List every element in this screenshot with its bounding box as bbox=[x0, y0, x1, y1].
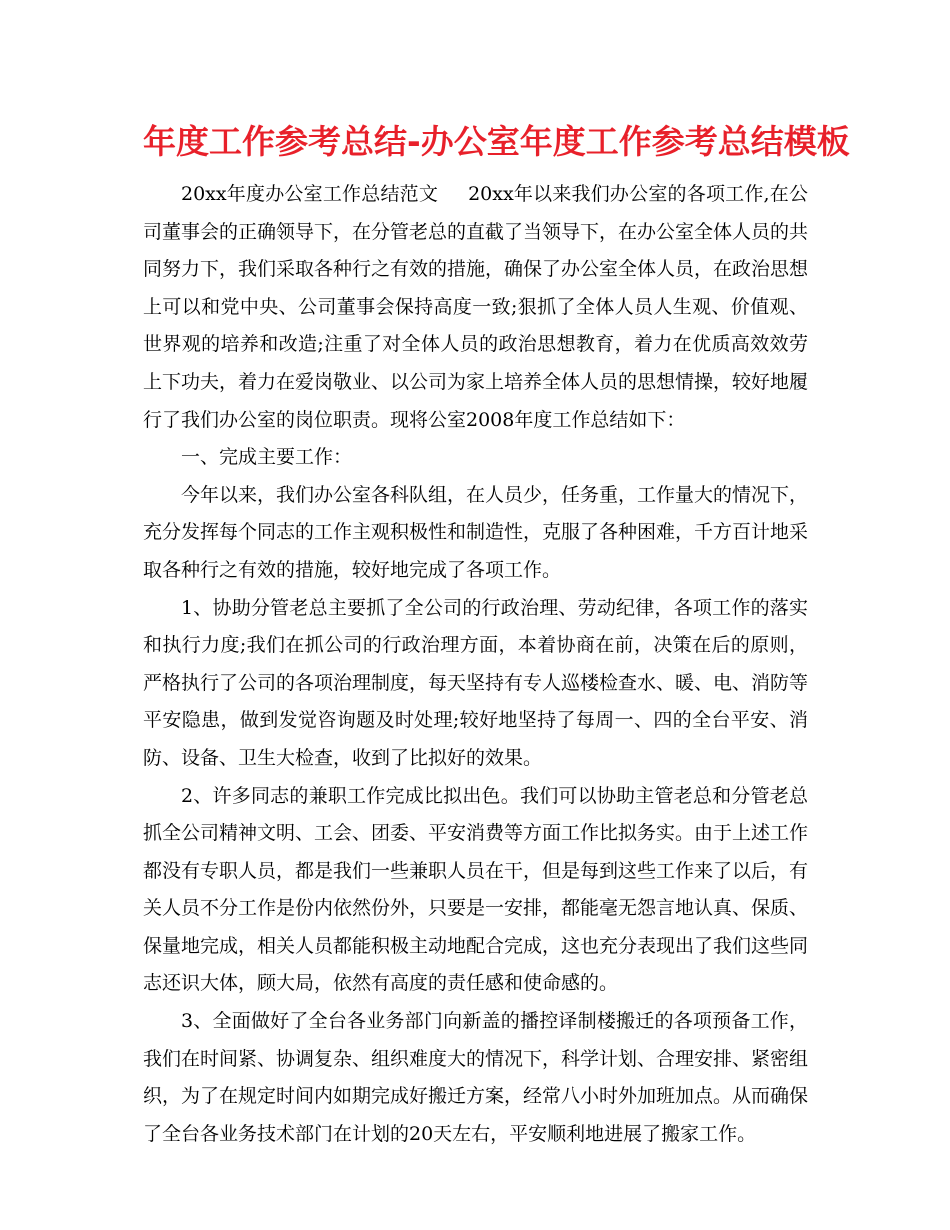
paragraph: 3、全面做好了全台各业务部门向新盖的播控译制楼搬迁的各项预备工作，我们在时间紧、协调复杂、组织难度大的情况下，科学计划、合理安排、紧密组织，为了在规定时间内如期完成好搬迁方案，经常八小时外加班加点。从而确保了全台各业务技术部门在计划的20天左右，平安顺利地进展了搬家工作。 bbox=[143, 1010, 809, 1145]
intro-paragraph bbox=[143, 176, 808, 439]
document-title: 年度工作参考总结-办公室年度工作参考总结模板 bbox=[143, 122, 850, 161]
paragraph-text: 20xx年以来我们办公室的各项工作,在公司董事会的正确领导下，在分管老总的直截了当领导下，在办公室全体人员的共同努力下，我们采取各种行之有效的措施，确保了办公室全体人员，在政治思想上可以和党中央、公司董事会保持高度一致;狠抓了全体人员人生观、价值观、世界观的培养和改造;注重了对全体人员的政治思想教育，着力在优质高效效劳上下功夫，着力在爱岗敬业、以公司为家上培养全体人员的思想情操，较好地履行了我们办公室的岗位职责。现将公室2008年度工作总结如下： bbox=[143, 183, 809, 431]
document-body bbox=[143, 176, 808, 1153]
paragraph: 今年以来，我们办公室各科队组，在人员少，任务重，工作量大的情况下，充分发挥每个同志的工作主观积极性和制造性，克服了各种困难，千方百计地采取各种行之有效的措施，较好地完成了各项工作。 bbox=[143, 483, 809, 581]
paragraph: 2、许多同志的兼职工作完成比拟出色。我们可以协助主管老总和分管老总抓全公司精神文明、工会、团委、平安消费等方面工作比拟务实。由于上述工作都没有专职人员，都是我们一些兼职人员在干，但是每到这些工作来了以后，有关人员不分工作是份内依然份外，只要是一安排，都能毫无怨言地认真、保质、保量地完成，相关人员都能积极主动地配合完成，这也充分表现出了我们这些同志还识大体，顾大局，依然有高度的责任感和使命感的。 bbox=[143, 784, 809, 995]
paragraph: 1、协助分管老总主要抓了全公司的行政治理、劳动纪律，各项工作的落实和执行力度;我们在抓公司的行政治理方面，本着协商在前，决策在后的原则，严格执行了公司的各项治理制度，每天坚持有专人巡楼检查水、暖、电、消防等平安隐患，做到发觉咨询题及时处理;较好地坚持了每周一、四的全台平安、消防、设备、卫生大检查，收到了比拟好的效果。 bbox=[143, 596, 809, 769]
document-subtitle: 20xx年度办公室工作总结范文 bbox=[181, 183, 439, 205]
section-heading: 一、完成主要工作： bbox=[181, 446, 353, 469]
